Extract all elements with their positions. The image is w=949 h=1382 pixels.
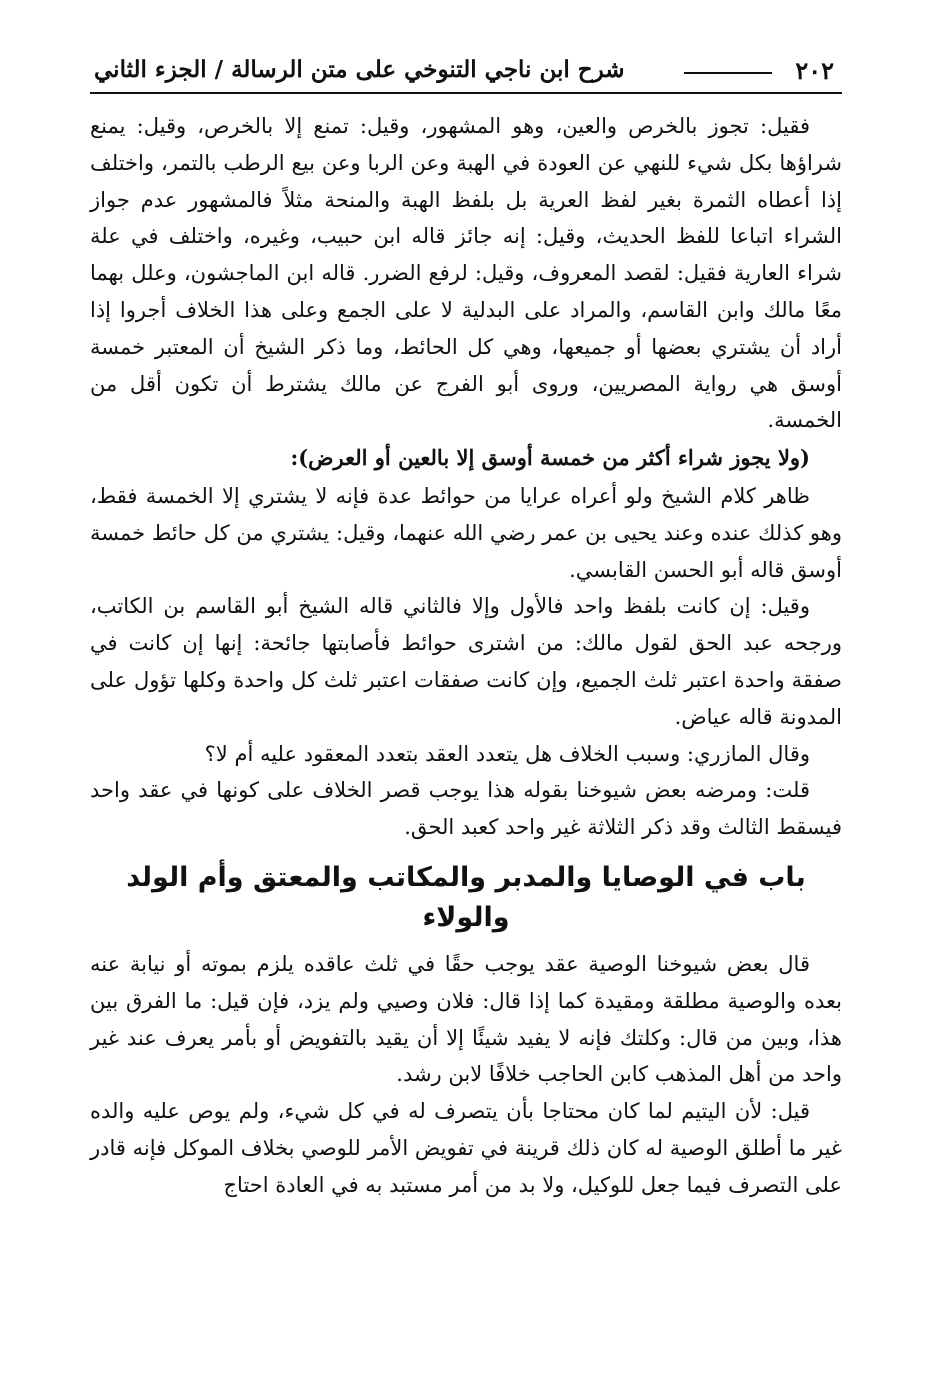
document-page [90, 48, 842, 1204]
paragraph-3: وقيل: إن كانت بلفظ واحد فالأول وإلا فالثاني قاله الشيخ أبو القاسم بن الكاتب، ورجحه عبد الحق لقول مالك: من اشترى حوائط فأصابتها جائحة: إنها إن كانت في صفقة واحدة اعتبر ثلث الجميع، وإن كانت صفقات اعتبر ثلث كل واحدة وكلها تؤول على المدونة قاله عياض. [90, 594, 842, 729]
paragraph-7: قيل: لأن اليتيم لما كان محتاجا بأن يتصرف له في كل شيء، ولم يوص عليه والده غير ما أطلق الوصية له كان ذلك قرينة في تفويض الأمر للوصي بخلاف الموكل فإنه قادر على التصرف فيما جعل للوكيل، ولا بد من أمر مستبد به في العادة احتاج [90, 1099, 842, 1197]
paragraph-6: قال بعض شيوخنا الوصية عقد يوجب حقًا في ثلث عاقده يلزم بموته أو نيابة عنه بعده والوصية مطلقة ومقيدة كما إذا قال: فلان وصيي ولم يزد، فإن قيل: ما الفرق بين هذا، وبين من قال: وكلتك فإنه لا يفيد شيئًا إلا أن يقيد بالتفويض أو بأمر يعرف عند غير واحد من أهل المذهب كابن الحاجب خلافًا لابن رشد. [90, 951, 842, 1087]
running-header [90, 48, 842, 94]
header-rule [684, 72, 772, 74]
page-number: ٢٠٢ [795, 56, 834, 85]
paragraph-1: فقيل: تجوز بالخرص والعين، وهو المشهور، وقيل: تمنع إلا بالخرص، وقيل: يمنع شراؤها بكل شيء للنهي عن العودة في الهبة وعن الربا وعن بيع الرطب بالتمر، واختلف إذا أعطاه الثمرة بغير لفظ العرية بل بلفظ الهبة والمنحة مثلاً فالمشهور عدم جواز الشراء اتباعا للفظ الحديث، وقيل: إنه جائز قاله ابن حبيب، وغيره، واختلف في علة شراء العارية فقيل: لقصد المعروف، وقيل: لرفع الضرر. قاله ابن الماجشون، وعلل بهما معًا مالك وابن القاسم، والمراد على البدلية لا على الجمع وعلى هذا الخلاف أجروا إذا أراد أن يشتري بعضها أو جميعها، وهي كل الحائط، وما ذكر الشيخ أن المعتبر خمسة أوسق هي رواية المصريين، وروى أبو الفرج عن مالك يشترط أن تكون أقل من الخمسة. [90, 114, 842, 433]
paragraph-4: وقال المازري: وسبب الخلاف هل يتعدد العقد بتعدد المعقود عليه أم لا؟ [204, 741, 810, 766]
book-title: شرح ابن ناجي التنوخي على متن الرسالة / الجزء الثاني [94, 56, 625, 83]
paragraph-2: ظاهر كلام الشيخ ولو أعراه عرايا من حوائط عدة فإنه لا يشتري إلا الخمسة فقط، وهو كذلك عنده وعند يحيى بن عمر رضي الله عنهما، وقيل: يشتري من كل حائط خمسة أوسق قاله أبو الحسن القابسي. [90, 483, 842, 582]
chapter-heading: باب في الوصايا والمدبر والمكاتب والمعتق وأم الولد والولاء [126, 861, 806, 933]
page-body [90, 108, 842, 1204]
matn-quote: (ولا يجوز شراء أكثر من خمسة أوسق إلا بالعين أو العرض): [290, 445, 810, 471]
paragraph-5: قلت: ومرضه بعض شيوخنا بقوله هذا يوجب قصر الخلاف على كونها في عقد واحد فيسقط الثالث وقد ذكر الثلاثة غير واحد كعبد الحق. [90, 778, 842, 840]
